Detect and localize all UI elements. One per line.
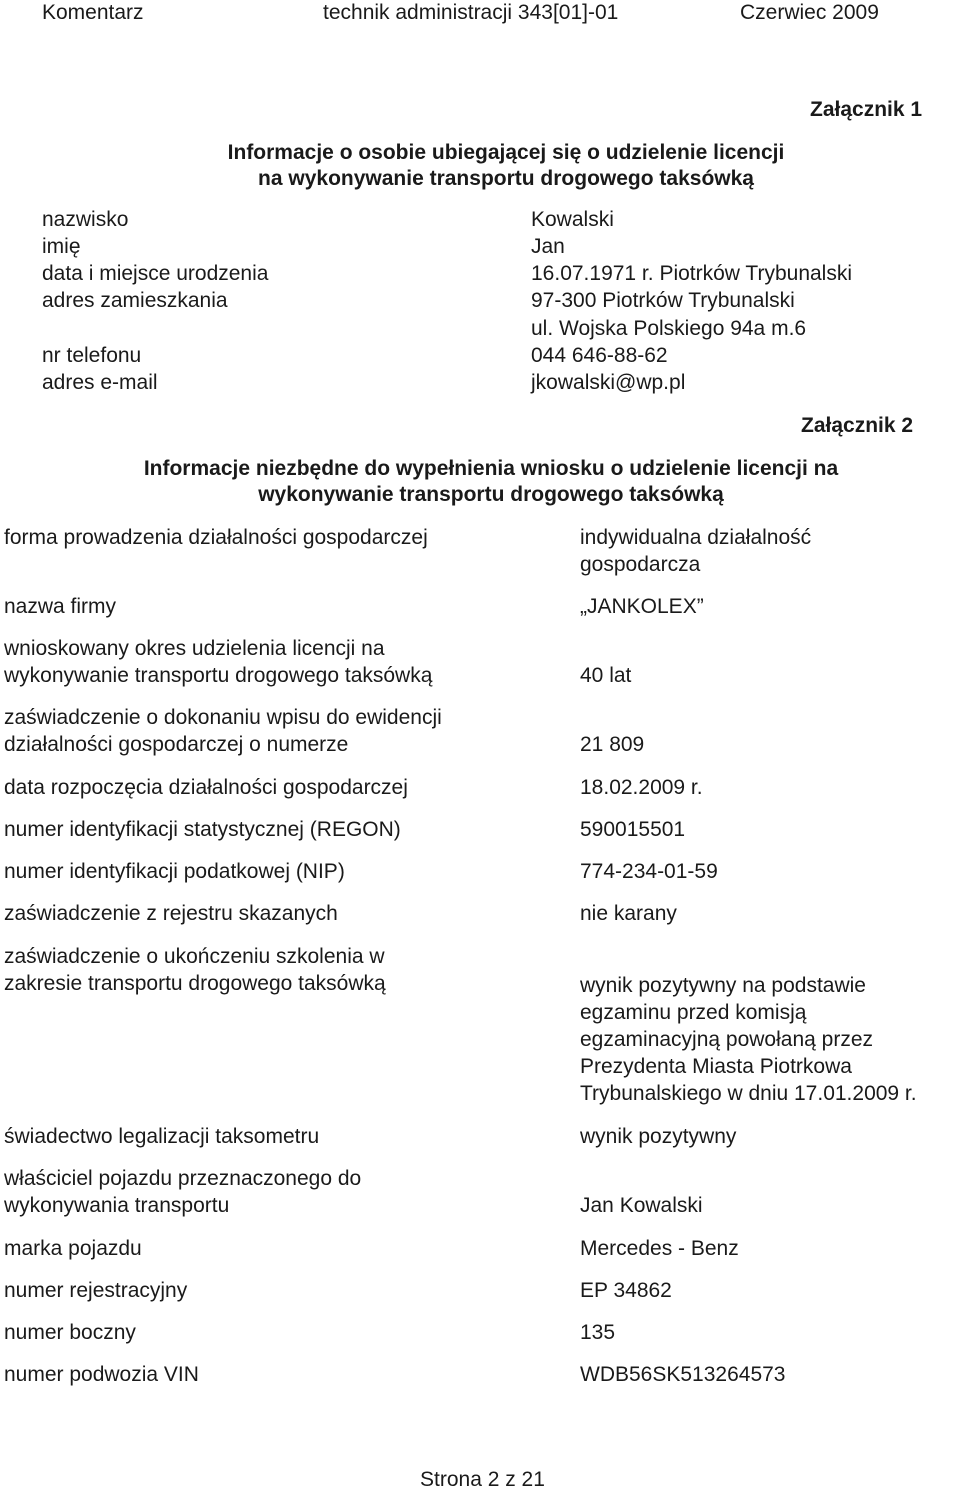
label-registry-entry-line2: działalności gospodarczej o numerze bbox=[4, 733, 349, 756]
label-business-form: forma prowadzenia działalności gospodarczej bbox=[4, 526, 428, 549]
value-training-line3: egzaminacyjną powołaną przez bbox=[580, 1028, 874, 1051]
label-nip: numer identyfikacji podatkowej (NIP) bbox=[4, 860, 345, 883]
label-vehicle-owner-line2: wykonywania transportu bbox=[4, 1194, 230, 1217]
label-license-period-line1: wnioskowany okres udzielenia licencji na bbox=[4, 637, 385, 660]
attachment-1-title-line1: Informacje o osobie ubiegającej się o udzielenie licencji bbox=[227, 141, 785, 164]
attachment-2-title-line1: Informacje niezbędne do wypełnienia wniosku o udzielenie licencji na bbox=[143, 457, 839, 480]
value-vin: WDB56SK513264573 bbox=[580, 1363, 786, 1386]
label-start-date: data rozpoczęcia działalności gospodarczej bbox=[4, 776, 408, 799]
attachment-2-title-line2: wykonywanie transportu drogowego taksówką bbox=[258, 483, 724, 506]
value-taximeter: wynik pozytywny bbox=[580, 1125, 737, 1148]
label-license-period-line2: wykonywanie transportu drogowego taksówką bbox=[4, 664, 433, 687]
label-birth: data i miejsce urodzenia bbox=[42, 262, 269, 285]
header-center: technik administracji 343[01]-01 bbox=[323, 1, 619, 24]
attachment-2-label: Załącznik 2 bbox=[801, 414, 914, 437]
label-registration-number: numer rejestracyjny bbox=[4, 1279, 188, 1302]
value-business-form-line2: gospodarcza bbox=[580, 553, 701, 576]
value-address-line1: 97-300 Piotrków Trybunalski bbox=[531, 289, 795, 312]
value-company-name: „JANKOLEX” bbox=[580, 595, 704, 618]
label-vehicle-owner-line1: właściciel pojazdu przeznaczonego do bbox=[4, 1167, 362, 1190]
header-right: Czerwiec 2009 bbox=[740, 1, 879, 24]
value-side-number: 135 bbox=[580, 1321, 616, 1344]
value-training-line1: wynik pozytywny na podstawie bbox=[580, 974, 866, 997]
value-first-name: Jan bbox=[531, 235, 565, 258]
value-birth: 16.07.1971 r. Piotrków Trybunalski bbox=[531, 262, 853, 285]
value-vehicle-owner: Jan Kowalski bbox=[580, 1194, 703, 1217]
label-first-name: imię bbox=[42, 235, 81, 258]
value-surname: Kowalski bbox=[531, 208, 614, 231]
label-company-name: nazwa firmy bbox=[4, 595, 117, 618]
label-phone: nr telefonu bbox=[42, 344, 142, 367]
label-email: adres e-mail bbox=[42, 371, 158, 394]
value-nip: 774-234-01-59 bbox=[580, 860, 718, 883]
value-training-line5: Trybunalskiego w dniu 17.01.2009 r. bbox=[580, 1082, 917, 1105]
value-vehicle-make: Mercedes - Benz bbox=[580, 1237, 739, 1260]
value-license-period: 40 lat bbox=[580, 664, 632, 687]
label-criminal-record: zaświadczenie z rejestru skazanych bbox=[4, 902, 338, 925]
header-left: Komentarz bbox=[42, 1, 144, 24]
value-start-date: 18.02.2009 r. bbox=[580, 776, 703, 799]
label-training-line2: zakresie transportu drogowego taksówką bbox=[4, 972, 386, 995]
attachment-1-title-line2: na wykonywanie transportu drogowego taksówką bbox=[258, 167, 754, 190]
label-surname: nazwisko bbox=[42, 208, 129, 231]
value-email: jkowalski@wp.pl bbox=[531, 371, 686, 394]
value-registry-entry: 21 809 bbox=[580, 733, 645, 756]
value-criminal-record: nie karany bbox=[580, 902, 677, 925]
label-taximeter: świadectwo legalizacji taksometru bbox=[4, 1125, 320, 1148]
label-training-line1: zaświadczenie o ukończeniu szkolenia w bbox=[4, 945, 385, 968]
label-side-number: numer boczny bbox=[4, 1321, 136, 1344]
value-training-line2: egzaminu przed komisją bbox=[580, 1001, 807, 1024]
label-address: adres zamieszkania bbox=[42, 289, 228, 312]
label-vehicle-make: marka pojazdu bbox=[4, 1237, 142, 1260]
value-training-line4: Prezydenta Miasta Piotrkowa bbox=[580, 1055, 852, 1078]
label-regon: numer identyfikacji statystycznej (REGON) bbox=[4, 818, 401, 841]
value-phone: 044 646-88-62 bbox=[531, 344, 668, 367]
value-business-form-line1: indywidualna działalność bbox=[580, 526, 812, 549]
attachment-1-label: Załącznik 1 bbox=[810, 98, 923, 121]
value-registration-number: EP 34862 bbox=[580, 1279, 672, 1302]
label-registry-entry-line1: zaświadczenie o dokonaniu wpisu do ewidencji bbox=[4, 706, 442, 729]
value-regon: 590015501 bbox=[580, 818, 686, 841]
label-vin: numer podwozia VIN bbox=[4, 1363, 199, 1386]
page-number: Strona 2 z 21 bbox=[420, 1468, 545, 1491]
value-address-line2: ul. Wojska Polskiego 94a m.6 bbox=[531, 317, 807, 340]
